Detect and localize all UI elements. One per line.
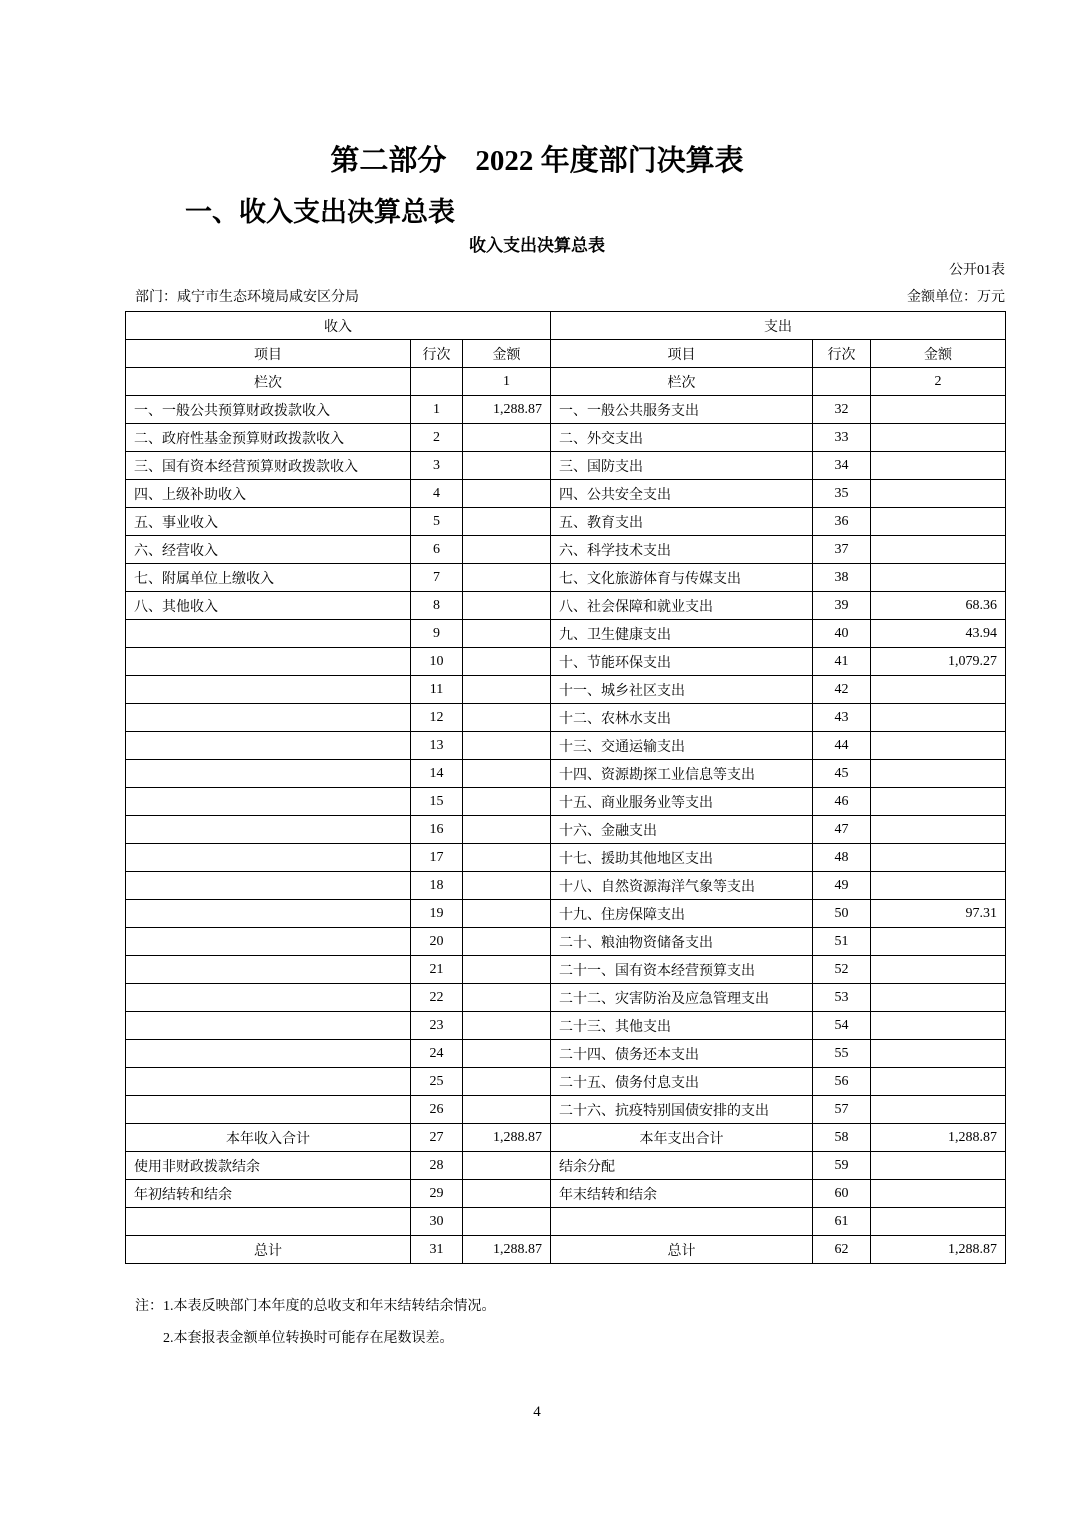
expense-item-cell: 十七、援助其他地区支出	[551, 844, 813, 872]
expense-item-cell	[551, 1208, 813, 1236]
income-item-cell: 五、事业收入	[126, 508, 411, 536]
income-amount-cell	[463, 1040, 551, 1068]
expense-line-cell: 45	[813, 760, 871, 788]
expense-line-cell: 33	[813, 424, 871, 452]
income-amount-cell	[463, 704, 551, 732]
expense-amount-cell: 1,079.27	[871, 648, 1006, 676]
expense-amount-cell	[871, 1152, 1006, 1180]
income-line-cell: 27	[411, 1124, 463, 1152]
expense-item-cell: 十、节能环保支出	[551, 648, 813, 676]
income-item-cell: 年初结转和结余	[126, 1180, 411, 1208]
expense-amount-cell	[871, 1180, 1006, 1208]
income-item-cell: 三、国有资本经营预算财政拨款收入	[126, 452, 411, 480]
income-line-cell: 13	[411, 732, 463, 760]
expense-amount-cell	[871, 1208, 1006, 1236]
expense-item-cell: 二十六、抗疫特别国债安排的支出	[551, 1096, 813, 1124]
income-item-cell	[126, 732, 411, 760]
expense-line-cell: 55	[813, 1040, 871, 1068]
expense-amount-cell	[871, 760, 1006, 788]
section-title: 一、收入支出决算总表	[185, 197, 455, 227]
expense-line-header: 行次	[813, 340, 871, 368]
department-label: 部门：咸宁市生态环境局咸安区分局	[135, 290, 359, 305]
expense-amount-cell	[871, 396, 1006, 424]
table-section-header-row	[126, 312, 1006, 340]
expense-item-cell: 八、社会保障和就业支出	[551, 592, 813, 620]
expense-line-cell: 51	[813, 928, 871, 956]
income-amount-cell: 1,288.87	[463, 396, 551, 424]
income-item-cell: 二、政府性基金预算财政拨款收入	[126, 424, 411, 452]
expense-item-cell: 二十一、国有资本经营预算支出	[551, 956, 813, 984]
expense-amount-cell	[871, 452, 1006, 480]
income-line-cell: 1	[411, 396, 463, 424]
expense-line-cell: 35	[813, 480, 871, 508]
expense-item-cell: 十二、农林水支出	[551, 704, 813, 732]
expense-amount-cell: 68.36	[871, 592, 1006, 620]
income-item-cell	[126, 900, 411, 928]
expense-line-cell: 54	[813, 1012, 871, 1040]
expense-line-cell: 37	[813, 536, 871, 564]
expense-lane-label: 栏次	[551, 368, 813, 396]
table-row	[126, 984, 1006, 1012]
income-line-header: 行次	[411, 340, 463, 368]
expense-line-cell: 50	[813, 900, 871, 928]
income-line-cell: 30	[411, 1208, 463, 1236]
income-amount-cell	[463, 1208, 551, 1236]
table-row	[126, 928, 1006, 956]
expense-line-cell: 44	[813, 732, 871, 760]
income-amount-cell	[463, 676, 551, 704]
income-line-cell: 10	[411, 648, 463, 676]
income-amount-cell	[463, 1180, 551, 1208]
income-line-cell: 8	[411, 592, 463, 620]
expense-amount-cell	[871, 1096, 1006, 1124]
expense-amount-cell	[871, 1040, 1006, 1068]
income-line-cell: 5	[411, 508, 463, 536]
part-title: 第二部分 2022 年度部门决算表	[330, 145, 744, 177]
income-item-header: 项目	[126, 340, 411, 368]
expense-amount-cell	[871, 928, 1006, 956]
income-item-cell	[126, 648, 411, 676]
income-line-cell: 17	[411, 844, 463, 872]
expense-item-header: 项目	[551, 340, 813, 368]
income-amount-cell	[463, 1012, 551, 1040]
income-line-cell: 9	[411, 620, 463, 648]
expense-amount-cell	[871, 1012, 1006, 1040]
table-row	[126, 1124, 1006, 1152]
expense-amount-cell	[871, 956, 1006, 984]
income-amount-header: 金额	[463, 340, 551, 368]
table-notes	[135, 1300, 496, 1346]
expense-item-cell: 十三、交通运输支出	[551, 732, 813, 760]
expense-item-cell: 五、教育支出	[551, 508, 813, 536]
table-row	[126, 424, 1006, 452]
expense-line-cell: 56	[813, 1068, 871, 1096]
table-row	[126, 1040, 1006, 1068]
income-amount-cell	[463, 956, 551, 984]
expense-item-cell: 年末结转和结余	[551, 1180, 813, 1208]
table-row	[126, 900, 1006, 928]
income-item-cell: 七、附属单位上缴收入	[126, 564, 411, 592]
table-column-header-row	[126, 340, 1006, 368]
income-amount-cell	[463, 1068, 551, 1096]
income-amount-cell	[463, 620, 551, 648]
table-title: 收入支出决算总表	[469, 236, 605, 255]
expense-item-cell: 三、国防支出	[551, 452, 813, 480]
table-row	[126, 564, 1006, 592]
income-item-cell	[126, 1208, 411, 1236]
table-row	[126, 1096, 1006, 1124]
expense-item-cell: 十九、住房保障支出	[551, 900, 813, 928]
income-amount-cell	[463, 424, 551, 452]
table-row	[126, 872, 1006, 900]
expense-line-cell: 60	[813, 1180, 871, 1208]
income-line-cell: 3	[411, 452, 463, 480]
income-amount-cell	[463, 900, 551, 928]
expense-line-cell: 41	[813, 648, 871, 676]
table-row	[126, 1208, 1006, 1236]
table-row	[126, 592, 1006, 620]
table-row	[126, 480, 1006, 508]
table-row	[126, 396, 1006, 424]
expense-amount-cell	[871, 508, 1006, 536]
income-item-cell	[126, 1068, 411, 1096]
accounts-table	[125, 311, 1006, 1264]
income-line-cell: 22	[411, 984, 463, 1012]
expense-amount-cell: 43.94	[871, 620, 1006, 648]
expense-item-cell: 二十五、债务付息支出	[551, 1068, 813, 1096]
income-item-cell	[126, 788, 411, 816]
income-lane-blank	[411, 368, 463, 396]
income-item-cell	[126, 704, 411, 732]
expense-line-cell: 53	[813, 984, 871, 1012]
income-amount-cell	[463, 928, 551, 956]
expense-item-cell: 四、公共安全支出	[551, 480, 813, 508]
income-lane-label: 栏次	[126, 368, 411, 396]
income-item-cell	[126, 872, 411, 900]
table-row	[126, 1180, 1006, 1208]
table-body	[126, 396, 1006, 1264]
income-amount-cell	[463, 816, 551, 844]
income-amount-cell	[463, 760, 551, 788]
income-line-cell: 25	[411, 1068, 463, 1096]
income-line-cell: 29	[411, 1180, 463, 1208]
income-amount-cell	[463, 732, 551, 760]
table-row	[126, 956, 1006, 984]
income-item-cell	[126, 928, 411, 956]
table-row	[126, 844, 1006, 872]
income-item-cell	[126, 1096, 411, 1124]
income-item-cell	[126, 1040, 411, 1068]
income-item-cell: 一、一般公共预算财政拨款收入	[126, 396, 411, 424]
expense-item-cell: 十八、自然资源海洋气象等支出	[551, 872, 813, 900]
income-line-cell: 16	[411, 816, 463, 844]
expense-item-cell: 二十二、灾害防治及应急管理支出	[551, 984, 813, 1012]
expense-amount-cell	[871, 676, 1006, 704]
expense-item-cell: 六、科学技术支出	[551, 536, 813, 564]
expense-amount-header: 金额	[871, 340, 1006, 368]
table-row	[126, 536, 1006, 564]
expense-item-cell: 七、文化旅游体育与传媒支出	[551, 564, 813, 592]
expense-item-cell: 十四、资源勘探工业信息等支出	[551, 760, 813, 788]
income-line-cell: 23	[411, 1012, 463, 1040]
expense-line-cell: 57	[813, 1096, 871, 1124]
expense-amount-cell	[871, 704, 1006, 732]
income-amount-cell	[463, 508, 551, 536]
expense-amount-cell	[871, 424, 1006, 452]
income-line-cell: 6	[411, 536, 463, 564]
income-amount-cell	[463, 844, 551, 872]
income-amount-cell	[463, 536, 551, 564]
table-lane-row	[126, 368, 1006, 396]
income-item-cell: 使用非财政拨款结余	[126, 1152, 411, 1180]
table-row	[126, 648, 1006, 676]
expense-line-cell: 32	[813, 396, 871, 424]
income-amount-cell	[463, 480, 551, 508]
income-line-cell: 24	[411, 1040, 463, 1068]
expense-line-cell: 38	[813, 564, 871, 592]
income-line-cell: 4	[411, 480, 463, 508]
income-item-cell	[126, 760, 411, 788]
expense-item-cell: 一、一般公共服务支出	[551, 396, 813, 424]
expense-amount-cell: 1,288.87	[871, 1124, 1006, 1152]
expense-line-cell: 61	[813, 1208, 871, 1236]
expense-line-cell: 47	[813, 816, 871, 844]
income-item-cell: 总计	[126, 1236, 411, 1264]
expense-item-cell: 十六、金融支出	[551, 816, 813, 844]
expense-amount-cell: 1,288.87	[871, 1236, 1006, 1264]
income-line-cell: 28	[411, 1152, 463, 1180]
expense-amount-cell	[871, 844, 1006, 872]
expense-item-cell: 九、卫生健康支出	[551, 620, 813, 648]
income-line-cell: 15	[411, 788, 463, 816]
table-row	[126, 508, 1006, 536]
income-item-cell: 本年收入合计	[126, 1124, 411, 1152]
expense-line-cell: 39	[813, 592, 871, 620]
income-item-cell: 八、其他收入	[126, 592, 411, 620]
income-amount-cell	[463, 788, 551, 816]
income-line-cell: 2	[411, 424, 463, 452]
income-item-cell	[126, 1012, 411, 1040]
table-row	[126, 816, 1006, 844]
income-line-cell: 20	[411, 928, 463, 956]
expense-line-cell: 58	[813, 1124, 871, 1152]
expense-item-cell: 本年支出合计	[551, 1124, 813, 1152]
expense-line-cell: 52	[813, 956, 871, 984]
income-item-cell	[126, 676, 411, 704]
income-line-cell: 19	[411, 900, 463, 928]
income-amount-cell	[463, 1096, 551, 1124]
table-row	[126, 1236, 1006, 1264]
page-number: 4	[533, 1404, 541, 1420]
note-line-2: 2.本套报表金额单位转换时可能存在尾数误差。	[163, 1331, 454, 1346]
expense-line-cell: 36	[813, 508, 871, 536]
expense-item-cell: 二十三、其他支出	[551, 1012, 813, 1040]
income-item-cell	[126, 816, 411, 844]
table-row	[126, 788, 1006, 816]
expense-amount-cell	[871, 480, 1006, 508]
expense-amount-cell	[871, 536, 1006, 564]
income-amount-cell	[463, 984, 551, 1012]
table-row	[126, 676, 1006, 704]
unit-label: 金额单位：万元	[907, 290, 1005, 305]
income-amount-cell: 1,288.87	[463, 1236, 551, 1264]
expense-line-cell: 59	[813, 1152, 871, 1180]
income-line-cell: 11	[411, 676, 463, 704]
income-line-cell: 21	[411, 956, 463, 984]
income-amount-cell	[463, 872, 551, 900]
expense-column-number: 2	[871, 368, 1006, 396]
expense-lane-blank	[813, 368, 871, 396]
income-amount-cell	[463, 452, 551, 480]
income-line-cell: 31	[411, 1236, 463, 1264]
income-item-cell: 四、上级补助收入	[126, 480, 411, 508]
income-line-cell: 18	[411, 872, 463, 900]
expense-item-cell: 总计	[551, 1236, 813, 1264]
expense-amount-cell	[871, 564, 1006, 592]
expense-line-cell: 43	[813, 704, 871, 732]
expense-item-cell: 二、外交支出	[551, 424, 813, 452]
expense-line-cell: 46	[813, 788, 871, 816]
table-row	[126, 620, 1006, 648]
expense-line-cell: 48	[813, 844, 871, 872]
expense-item-cell: 二十、粮油物资储备支出	[551, 928, 813, 956]
income-line-cell: 7	[411, 564, 463, 592]
expense-section-header: 支出	[551, 312, 1006, 340]
expense-line-cell: 42	[813, 676, 871, 704]
income-item-cell	[126, 984, 411, 1012]
table-row	[126, 704, 1006, 732]
table-row	[126, 1068, 1006, 1096]
note-line-1: 注：1.本表反映部门本年度的总收支和年末结转结余情况。	[135, 1299, 496, 1314]
table-code-label: 公开01表	[949, 263, 1005, 278]
expense-item-cell: 十五、商业服务业等支出	[551, 788, 813, 816]
income-amount-cell	[463, 564, 551, 592]
expense-amount-cell	[871, 1068, 1006, 1096]
table-row	[126, 452, 1006, 480]
income-amount-cell: 1,288.87	[463, 1124, 551, 1152]
expense-amount-cell	[871, 984, 1006, 1012]
expense-amount-cell: 97.31	[871, 900, 1006, 928]
expense-line-cell: 34	[813, 452, 871, 480]
income-item-cell	[126, 844, 411, 872]
expense-amount-cell	[871, 788, 1006, 816]
income-item-cell	[126, 620, 411, 648]
income-line-cell: 26	[411, 1096, 463, 1124]
table-row	[126, 1012, 1006, 1040]
expense-item-cell: 十一、城乡社区支出	[551, 676, 813, 704]
income-amount-cell	[463, 648, 551, 676]
expense-item-cell: 二十四、债务还本支出	[551, 1040, 813, 1068]
table-row	[126, 732, 1006, 760]
expense-amount-cell	[871, 816, 1006, 844]
expense-item-cell: 结余分配	[551, 1152, 813, 1180]
table-meta-row	[135, 286, 1005, 306]
expense-amount-cell	[871, 732, 1006, 760]
income-column-number: 1	[463, 368, 551, 396]
income-section-header: 收入	[126, 312, 551, 340]
expense-line-cell: 40	[813, 620, 871, 648]
expense-line-cell: 49	[813, 872, 871, 900]
expense-amount-cell	[871, 872, 1006, 900]
table-row	[126, 760, 1006, 788]
income-line-cell: 14	[411, 760, 463, 788]
income-amount-cell	[463, 1152, 551, 1180]
expense-line-cell: 62	[813, 1236, 871, 1264]
income-amount-cell	[463, 592, 551, 620]
income-line-cell: 12	[411, 704, 463, 732]
income-item-cell	[126, 956, 411, 984]
income-item-cell: 六、经营收入	[126, 536, 411, 564]
table-row	[126, 1152, 1006, 1180]
